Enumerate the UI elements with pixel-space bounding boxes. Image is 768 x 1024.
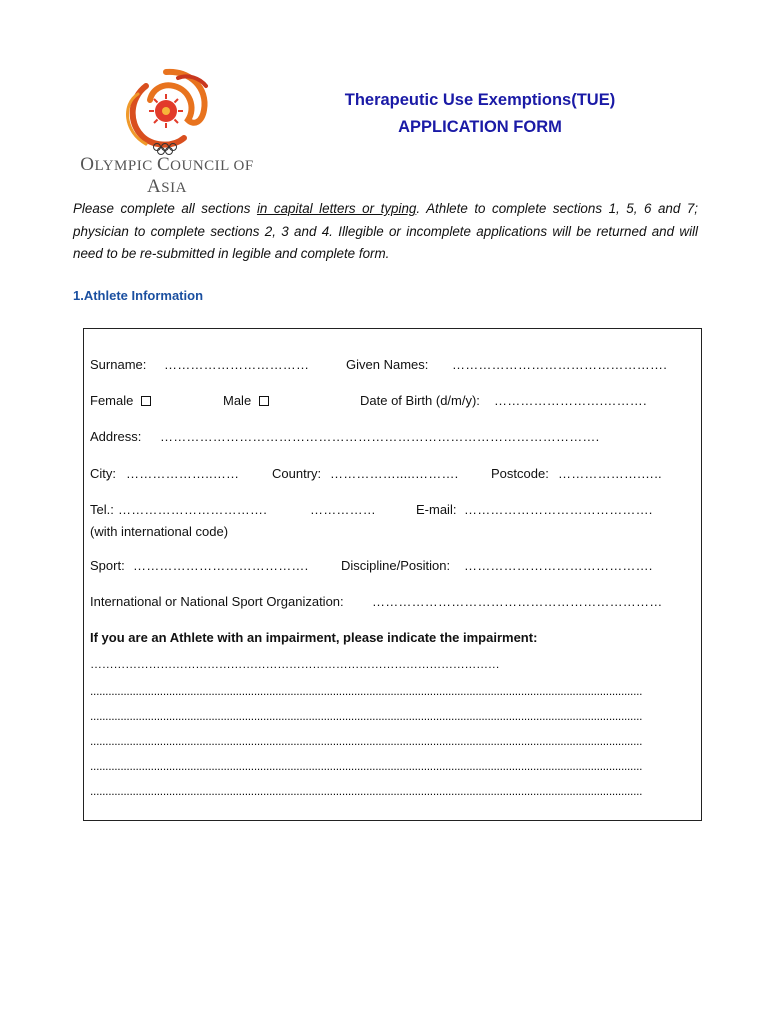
tel-field-extension[interactable]: …………… — [310, 502, 376, 517]
contact-row — [90, 502, 695, 520]
address-field[interactable]: ………………………………………………………………………………………. — [160, 429, 600, 444]
sex-dob-row — [90, 393, 695, 411]
given-names-field[interactable]: …………………………………………. — [452, 357, 668, 372]
discipline-label: Discipline/Position: — [341, 558, 451, 573]
tel-note-row — [90, 524, 695, 542]
form-title: Therapeutic Use Exemptions(TUE) — [344, 91, 616, 109]
dob-label: Date of Birth (d/m/y): — [360, 393, 480, 408]
impairment-line[interactable]: ...................................................................................................................................................................................... — [90, 759, 643, 773]
organization-field[interactable]: ………………………………………………………… — [372, 594, 663, 609]
address-label: Address: — [90, 429, 142, 444]
country-field[interactable]: …………….....………. — [330, 466, 459, 481]
impairment-line[interactable]: ...................................................................................................................................................................................... — [90, 709, 643, 723]
sport-row — [90, 558, 695, 576]
impairment-line[interactable]: ...................................................................................................................................................................................... — [90, 784, 643, 798]
address-row — [90, 429, 695, 447]
impairment-prompt: If you are an Athlete with an impairment, please indicate the impairment: — [90, 630, 538, 645]
oca-logo-text: OLYMPIC COUNCIL OF ASIA — [80, 154, 254, 197]
female-checkbox[interactable] — [141, 396, 151, 406]
email-label: E-mail: — [416, 502, 457, 517]
athlete-information-box — [83, 328, 702, 821]
oca-emblem-icon — [116, 64, 216, 160]
male-option[interactable] — [223, 393, 269, 408]
impairment-line[interactable]: ...................................................................................................................................................................................... — [90, 734, 643, 748]
city-label: City: — [90, 466, 116, 481]
surname-field[interactable]: …………………………… — [164, 357, 310, 372]
section-1-heading: 1.Athlete Information — [73, 288, 204, 303]
discipline-field[interactable]: ……………………………………. — [464, 558, 653, 573]
impairment-line[interactable]: …………………………………………………………………………………………… — [90, 657, 500, 671]
oca-logo — [72, 64, 262, 197]
organization-label: International or National Sport Organization: — [90, 594, 344, 609]
impairment-prompt-row — [90, 630, 695, 648]
form-subtitle: APPLICATION FORM — [398, 118, 562, 136]
postcode-field[interactable]: ……………….….. — [558, 466, 662, 481]
instructions-paragraph: Please complete all sections in capital letters or typing. Athlete to complete sections 1, 5, 6 and 7; physician to complete sections 2, 3 and 4. Illegible or incomplete applications will be returned and will need to be re-submitted in legible and complete form. — [73, 201, 699, 261]
sport-label: Sport: — [90, 558, 125, 573]
tel-field[interactable]: ……………………………. — [118, 502, 268, 517]
given-names-label: Given Names: — [346, 357, 429, 372]
location-row — [90, 466, 695, 484]
postcode-label: Postcode: — [491, 466, 549, 481]
surname-row — [90, 357, 695, 375]
email-field[interactable]: ……………………………………. — [464, 502, 653, 517]
tel-note: (with international code) — [90, 524, 229, 539]
tel-label: Tel.: — [90, 502, 114, 517]
impairment-line[interactable]: ...................................................................................................................................................................................... — [90, 684, 643, 698]
female-option[interactable] — [90, 393, 151, 408]
country-label: Country: — [272, 466, 322, 481]
female-label: Female — [90, 393, 134, 408]
organization-row — [90, 594, 695, 612]
sport-field[interactable]: …………………………………. — [133, 558, 309, 573]
male-checkbox[interactable] — [259, 396, 269, 406]
dob-field[interactable]: …………………….………. — [494, 393, 647, 408]
surname-label: Surname: — [90, 357, 147, 372]
male-label: Male — [223, 393, 252, 408]
instructions-emphasis: in capital letters or typing — [256, 201, 417, 216]
city-field[interactable]: ………………..…… — [126, 466, 240, 481]
